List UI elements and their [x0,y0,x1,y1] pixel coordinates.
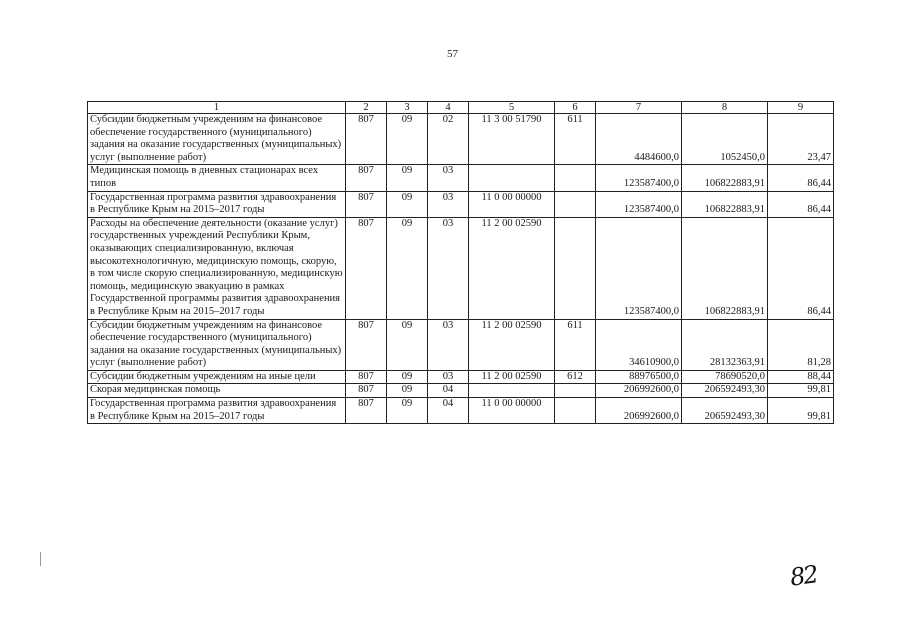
section-code: 09 [387,319,428,370]
target-article-code [469,384,555,398]
executed-amount: 106822883,91 [682,217,768,319]
section-code: 09 [387,398,428,424]
column-header: 3 [387,102,428,114]
subsection-code: 04 [428,384,469,398]
executed-amount: 206592493,30 [682,384,768,398]
planned-amount: 34610900,0 [596,319,682,370]
planned-amount: 123587400,0 [596,191,682,217]
ministry-code: 807 [346,384,387,398]
target-article-code: 11 0 00 00000 [469,398,555,424]
scan-mark [40,552,41,566]
execution-percent: 99,81 [768,398,834,424]
section-code: 09 [387,191,428,217]
item-name: Субсидии бюджетным учреждениям на финансовое обеспечение государственного (муниципального) задания на оказание государственных (муниципальных) услуг (выполнение работ) [88,319,346,370]
item-name: Расходы на обеспечение деятельности (оказание услуг) государственных учреждений Республики Крым, оказывающих специализированную, включая высокотехнологичную, медицинскую помощь, скорую, в том числе скорую специализированную, медицинскую помощь, медицинскую эвакуацию в рамках Государственной программы развития здравоохранения в Республике Крым на 2015–2017 годы [88,217,346,319]
planned-amount: 206992600,0 [596,384,682,398]
table-row [88,114,834,165]
section-code: 09 [387,165,428,191]
executed-amount: 28132363,91 [682,319,768,370]
budget-table [87,101,834,424]
expense-type-code: 611 [555,114,596,165]
column-header: 2 [346,102,387,114]
table-row [88,384,834,398]
item-name: Государственная программа развития здравоохранения в Республике Крым на 2015–2017 годы [88,191,346,217]
page-number: 57 [447,48,458,60]
execution-percent: 88,44 [768,370,834,384]
planned-amount: 123587400,0 [596,165,682,191]
executed-amount: 106822883,91 [682,165,768,191]
executed-amount: 78690520,0 [682,370,768,384]
table-row [88,370,834,384]
column-header: 6 [555,102,596,114]
planned-amount: 88976500,0 [596,370,682,384]
expense-type-code [555,384,596,398]
subsection-code: 03 [428,165,469,191]
item-name: Субсидии бюджетным учреждениям на финансовое обеспечение государственного (муниципального) задания на оказание государственных (муниципальных) услуг (выполнение работ) [88,114,346,165]
target-article-code: 11 2 00 02590 [469,217,555,319]
item-name: Субсидии бюджетным учреждениям на иные цели [88,370,346,384]
execution-percent: 86,44 [768,165,834,191]
column-header: 8 [682,102,768,114]
subsection-code: 03 [428,217,469,319]
target-article-code: 11 0 00 00000 [469,191,555,217]
planned-amount: 123587400,0 [596,217,682,319]
item-name: Государственная программа развития здравоохранения в Республике Крым на 2015–2017 годы [88,398,346,424]
table-row [88,398,834,424]
expense-type-code: 612 [555,370,596,384]
executed-amount: 1052450,0 [682,114,768,165]
execution-percent: 86,44 [768,191,834,217]
section-code: 09 [387,114,428,165]
target-article-code: 11 2 00 02590 [469,319,555,370]
expense-type-code [555,191,596,217]
subsection-code: 04 [428,398,469,424]
ministry-code: 807 [346,114,387,165]
subsection-code: 02 [428,114,469,165]
executed-amount: 106822883,91 [682,191,768,217]
expense-type-code: 611 [555,319,596,370]
section-code: 09 [387,384,428,398]
section-code: 09 [387,370,428,384]
column-header: 5 [469,102,555,114]
executed-amount: 206592493,30 [682,398,768,424]
table-row [88,319,834,370]
item-name: Медицинская помощь в дневных стационарах всех типов [88,165,346,191]
column-header: 9 [768,102,834,114]
subsection-code: 03 [428,191,469,217]
expense-type-code [555,398,596,424]
planned-amount: 4484600,0 [596,114,682,165]
ministry-code: 807 [346,398,387,424]
subsection-code: 03 [428,370,469,384]
section-code: 09 [387,217,428,319]
ministry-code: 807 [346,217,387,319]
table-row [88,191,834,217]
execution-percent: 23,47 [768,114,834,165]
table-header-row [88,102,834,114]
ministry-code: 807 [346,191,387,217]
item-name: Скорая медицинская помощь [88,384,346,398]
target-article-code: 11 3 00 51790 [469,114,555,165]
handwritten-page-number: 82 [788,560,819,592]
ministry-code: 807 [346,370,387,384]
target-article-code [469,165,555,191]
column-header: 1 [88,102,346,114]
ministry-code: 807 [346,319,387,370]
expense-type-code [555,217,596,319]
execution-percent: 99,81 [768,384,834,398]
table-row [88,217,834,319]
execution-percent: 81,28 [768,319,834,370]
planned-amount: 206992600,0 [596,398,682,424]
subsection-code: 03 [428,319,469,370]
expense-type-code [555,165,596,191]
ministry-code: 807 [346,165,387,191]
table-row [88,165,834,191]
target-article-code: 11 2 00 02590 [469,370,555,384]
column-header: 4 [428,102,469,114]
column-header: 7 [596,102,682,114]
execution-percent: 86,44 [768,217,834,319]
